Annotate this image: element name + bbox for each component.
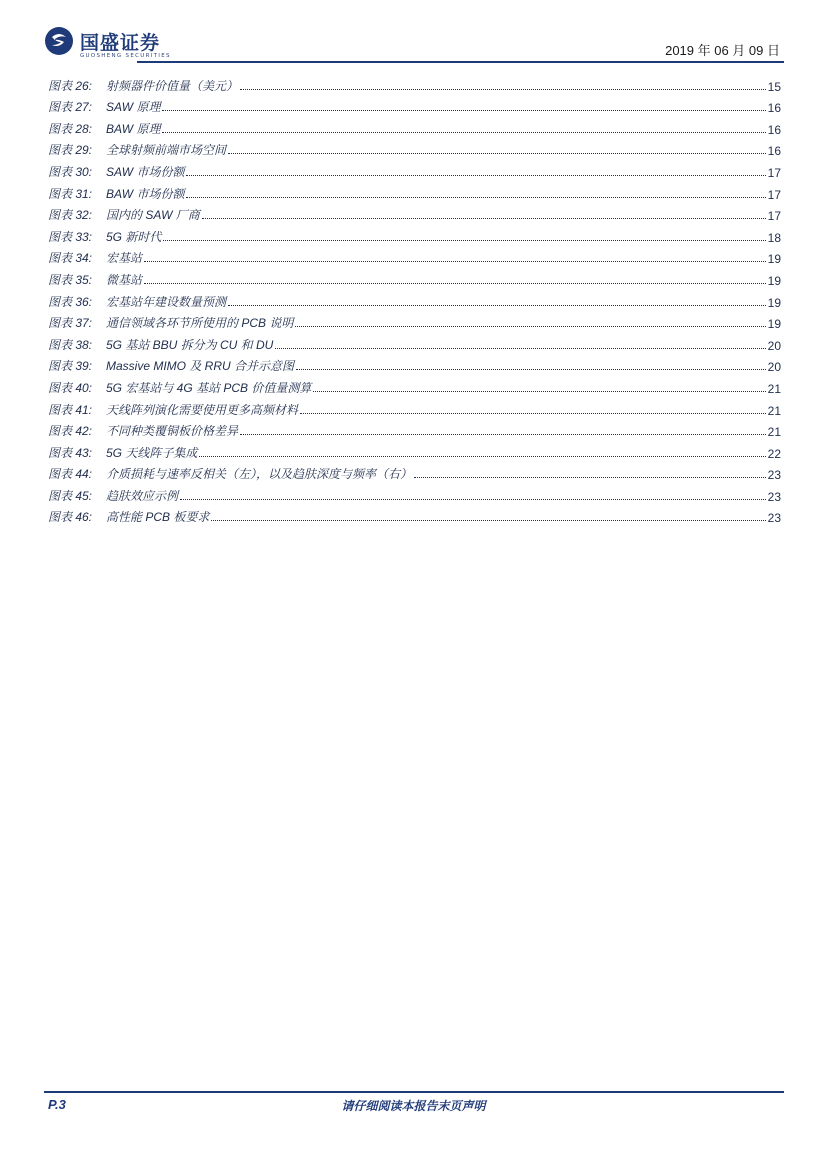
toc-entry-page: 15 (767, 79, 781, 94)
toc-entry-page: 21 (767, 403, 781, 418)
toc-entry-label (48, 206, 200, 223)
toc-entry-number: 图表 36: (48, 294, 93, 309)
toc-entry-number: 图表 32: (48, 208, 93, 223)
toc-entry-number: 图表 39: (48, 359, 93, 374)
toc-entry-page: 22 (767, 446, 781, 461)
logo-mark-icon (44, 26, 74, 56)
toc-entry-label (48, 271, 142, 288)
toc-entry-label (48, 487, 178, 504)
toc-leader-dots (186, 197, 765, 198)
toc-entry-title: 5G 宏基站与 4G 基站 PCB 价值量测算 (106, 380, 312, 395)
toc-leader-dots (295, 326, 765, 327)
toc-entry[interactable] (48, 245, 781, 267)
toc-entry-label (48, 379, 311, 396)
toc-entry-number: 图表 37: (48, 316, 93, 331)
toc-entry-number: 图表 33: (48, 229, 93, 244)
toc-entry[interactable] (48, 439, 781, 461)
toc-entry-label (48, 141, 226, 158)
toc-leader-dots (186, 175, 765, 176)
toc-entry-page: 16 (767, 122, 781, 137)
toc-leader-dots (275, 348, 765, 349)
toc-entry[interactable] (48, 180, 781, 202)
toc-entry-title: 通信领域各环节所使用的 PCB 说明 (106, 316, 294, 331)
toc-entry-number: 图表 30: (48, 164, 93, 179)
toc-entry-title: BAW 原理 (106, 121, 161, 136)
toc-entry-title: 全球射频前端市场空间 (106, 143, 227, 158)
toc-leader-dots (199, 456, 765, 457)
logo-subtitle: GUOSHENG SECURITIES (80, 53, 171, 59)
toc-entry-label (48, 508, 209, 525)
toc-entry-page: 18 (767, 230, 781, 245)
toc-entry-number: 图表 44: (48, 467, 93, 482)
toc-leader-dots (144, 283, 766, 284)
toc-entry-page: 17 (767, 209, 781, 224)
toc-entry[interactable] (48, 310, 781, 332)
toc-entry[interactable] (48, 396, 781, 418)
toc-entry-title: SAW 市场份额 (106, 164, 185, 179)
toc-entry-title: 国内的 SAW 厂商 (106, 208, 200, 223)
logo-name: 国盛证券 (80, 32, 161, 54)
toc-leader-dots (313, 391, 765, 392)
toc-leader-dots (228, 305, 766, 306)
toc-entry[interactable] (48, 137, 781, 159)
toc-entry-label (48, 293, 226, 310)
toc-entry[interactable] (48, 331, 781, 353)
toc-entry-title: 5G 新时代 (106, 229, 162, 244)
toc-entry-title: 射频器件价值量（美元） (106, 78, 239, 93)
toc-entry-page: 21 (767, 381, 781, 396)
toc-entry-page: 20 (767, 360, 781, 375)
toc-entry-label (48, 77, 238, 94)
toc-entry[interactable] (48, 418, 781, 440)
toc-entry-number: 图表 43: (48, 445, 93, 460)
toc-entry-label (48, 98, 160, 115)
toc-entry-label (48, 422, 238, 439)
toc-leader-dots (300, 413, 766, 414)
toc-leader-dots (240, 434, 766, 435)
toc-entry-title: 天线阵列演化需要使用更多高频材料 (106, 402, 299, 417)
toc-leader-dots (240, 89, 766, 90)
toc-entry-number: 图表 28: (48, 121, 93, 136)
toc-leader-dots (228, 153, 766, 154)
toc-entry[interactable] (48, 288, 781, 310)
toc-entry[interactable] (48, 374, 781, 396)
toc-entry[interactable] (48, 158, 781, 180)
toc-entry-page: 23 (767, 468, 781, 483)
toc-entry-page: 19 (767, 295, 781, 310)
toc-entry-number: 图表 34: (48, 251, 93, 266)
toc-entry-title: 介质损耗与速率反相关（左），以及趋肤深度与频率（右） (106, 467, 413, 482)
footer-divider (44, 1091, 784, 1093)
toc-entry-number: 图表 40: (48, 380, 93, 395)
toc-entry-title: 宏基站年建设数量预测 (106, 294, 227, 309)
toc-entry-number: 图表 46: (48, 510, 93, 525)
toc-entry-number: 图表 38: (48, 337, 93, 352)
page-header (44, 26, 784, 66)
toc-entry-title: 趋肤效应示例 (106, 488, 179, 503)
toc-entry-label (48, 314, 293, 331)
toc-entry-title: SAW 原理 (106, 100, 161, 115)
toc-entry-number: 图表 29: (48, 143, 93, 158)
report-date: 2019 年 06 月 09 日 (665, 43, 780, 58)
toc-entry-label (48, 465, 412, 482)
toc-entry[interactable] (48, 266, 781, 288)
toc-leader-dots (211, 520, 765, 521)
toc-entry-page: 16 (767, 144, 781, 159)
company-logo (44, 26, 179, 66)
toc-leader-dots (162, 132, 765, 133)
toc-entry-label (48, 444, 197, 461)
toc-entry-title: 不同种类覆铜板价格差异 (106, 424, 239, 439)
toc-entry-label (48, 336, 273, 353)
toc-entry-label (48, 120, 160, 137)
toc-entry[interactable] (48, 504, 781, 526)
page-number: P.3 (48, 1097, 66, 1112)
header-divider (137, 61, 784, 63)
toc-entry-number: 图表 35: (48, 272, 93, 287)
toc-entry-number: 图表 45: (48, 488, 93, 503)
toc-entry-label (48, 185, 184, 202)
toc-leader-dots (162, 110, 765, 111)
toc-leader-dots (180, 499, 766, 500)
toc-entry-label (48, 401, 298, 418)
toc-entry-number: 图表 26: (48, 78, 93, 93)
toc-entry[interactable] (48, 353, 781, 375)
toc-entry-page: 16 (767, 101, 781, 116)
toc-entry-number: 图表 42: (48, 424, 93, 439)
figure-list (48, 72, 781, 525)
toc-leader-dots (144, 261, 766, 262)
toc-entry-page: 23 (767, 489, 781, 504)
toc-entry-title: Massive MIMO 及 RRU 合并示意图 (106, 359, 295, 374)
toc-entry[interactable] (48, 202, 781, 224)
toc-entry[interactable] (48, 72, 781, 94)
toc-entry-number: 图表 31: (48, 186, 93, 201)
toc-entry-title: 高性能 PCB 板要求 (106, 510, 210, 525)
toc-entry-page: 19 (767, 317, 781, 332)
toc-entry-title: 宏基站 (106, 251, 143, 266)
toc-entry-page: 19 (767, 252, 781, 267)
toc-leader-dots (163, 240, 765, 241)
toc-entry[interactable] (48, 461, 781, 483)
toc-entry-page: 20 (767, 338, 781, 353)
toc-entry[interactable] (48, 223, 781, 245)
toc-entry-title: 5G 天线阵子集成 (106, 445, 198, 460)
toc-entry-number: 图表 41: (48, 402, 93, 417)
toc-entry[interactable] (48, 94, 781, 116)
toc-entry-label (48, 228, 161, 245)
toc-entry-page: 17 (767, 165, 781, 180)
toc-entry-page: 21 (767, 425, 781, 440)
toc-entry-label (48, 357, 294, 374)
toc-entry-title: 微基站 (106, 272, 143, 287)
toc-entry-label (48, 163, 184, 180)
toc-leader-dots (414, 477, 766, 478)
toc-entry-label (48, 249, 142, 266)
toc-leader-dots (296, 369, 766, 370)
toc-entry-page: 23 (767, 511, 781, 526)
toc-entry-page: 19 (767, 273, 781, 288)
toc-entry-page: 17 (767, 187, 781, 202)
toc-entry-title: BAW 市场份额 (106, 186, 185, 201)
toc-entry-title: 5G 基站 BBU 拆分为 CU 和 DU (106, 337, 274, 352)
toc-entry[interactable] (48, 482, 781, 504)
toc-leader-dots (202, 218, 766, 219)
toc-entry-number: 图表 27: (48, 100, 93, 115)
footer-disclaimer: 请仔细阅读本报告末页声明 (341, 1099, 486, 1113)
toc-entry[interactable] (48, 115, 781, 137)
